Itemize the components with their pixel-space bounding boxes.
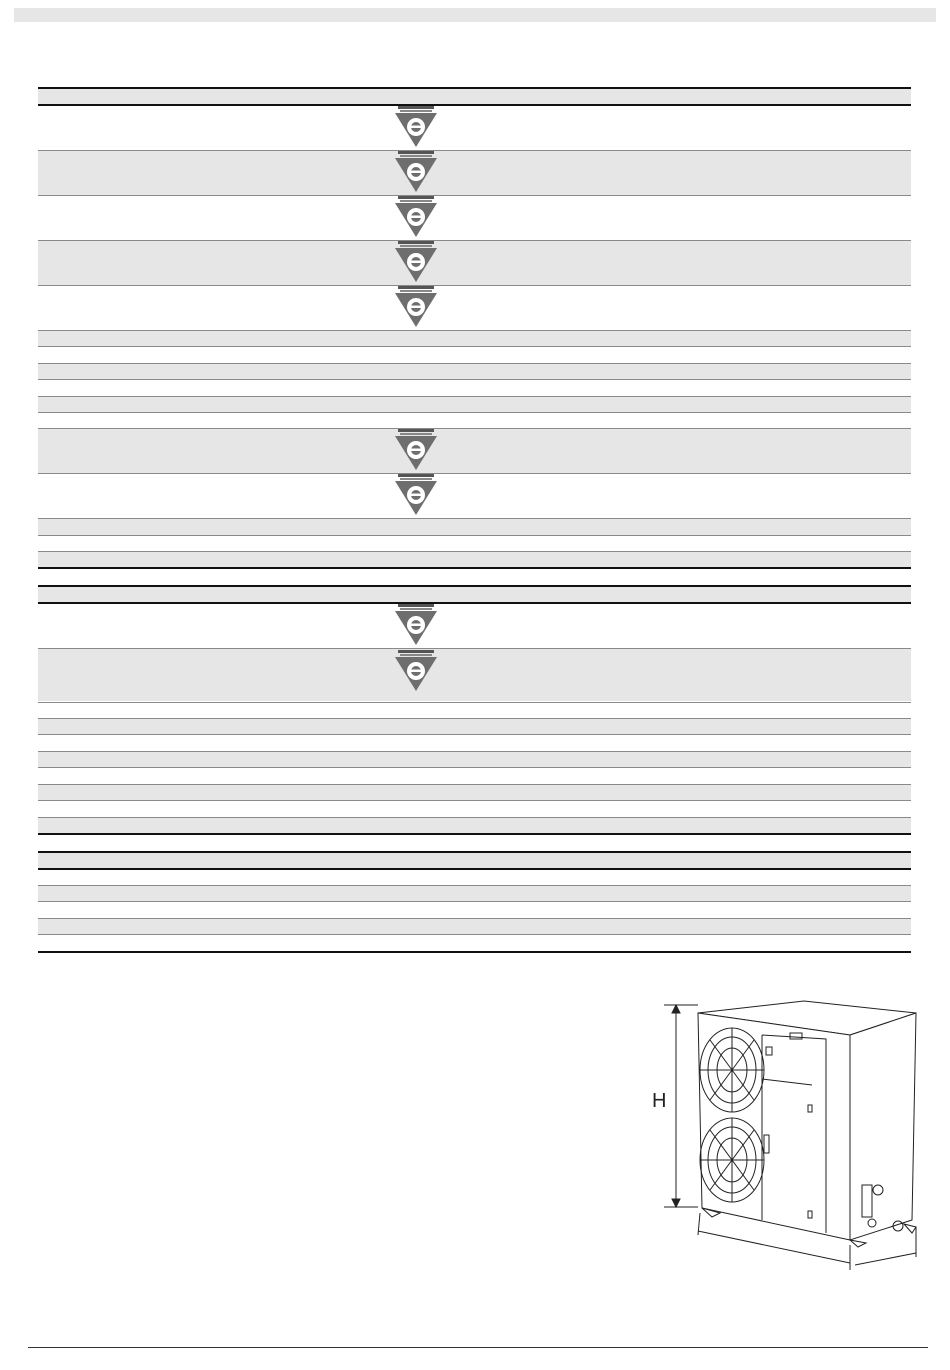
table-row	[38, 752, 911, 767]
table-row	[38, 429, 911, 473]
eurovent-certified-logo-icon	[394, 604, 438, 646]
table-header-row	[38, 587, 911, 602]
table-rule	[38, 901, 911, 902]
eurovent-certified-logo-icon	[394, 474, 438, 516]
table-row	[38, 818, 911, 833]
table-rule	[38, 535, 911, 536]
table-row	[38, 649, 911, 701]
table-row	[38, 719, 911, 734]
eurovent-certified-logo-icon	[394, 241, 438, 283]
table-rule	[38, 951, 911, 953]
table-row	[38, 241, 911, 285]
table-row	[38, 552, 911, 567]
table-rule	[38, 868, 911, 870]
height-dimension-label: H	[652, 1090, 667, 1112]
table-rule	[38, 833, 911, 835]
table-rule	[38, 285, 911, 286]
table-row	[38, 397, 911, 412]
table-rule	[38, 702, 911, 703]
table-row	[38, 364, 911, 379]
table-rule	[38, 473, 911, 474]
eurovent-certified-logo-icon	[394, 151, 438, 193]
table-rule	[38, 567, 911, 569]
table-rule	[38, 195, 911, 196]
eurovent-certified-logo-icon	[394, 286, 438, 328]
footer-rule	[28, 1347, 928, 1348]
table-row	[38, 919, 911, 934]
table-rule	[38, 412, 911, 413]
table-rule	[38, 734, 911, 735]
table-row	[38, 886, 911, 901]
table-row	[38, 785, 911, 800]
table-rule	[38, 767, 911, 768]
header-bar	[14, 8, 936, 22]
eurovent-certified-logo-icon	[394, 429, 438, 471]
table-row	[38, 519, 911, 535]
table-row	[38, 151, 911, 195]
table-row	[38, 331, 911, 346]
table-row	[38, 853, 911, 868]
table-rule	[38, 602, 911, 604]
outdoor-heat-pump-unit-icon	[650, 995, 930, 1275]
eurovent-certified-logo-icon	[394, 196, 438, 238]
table-rule	[38, 240, 911, 241]
eurovent-certified-logo-icon	[394, 650, 438, 692]
table-rule	[38, 800, 911, 801]
table-header-row	[38, 89, 911, 104]
table-rule	[38, 934, 911, 935]
table-rule	[38, 346, 911, 347]
table-rule	[38, 150, 911, 151]
table-rule	[38, 379, 911, 380]
table-rule	[38, 104, 911, 106]
eurovent-certified-logo-icon	[394, 106, 438, 148]
